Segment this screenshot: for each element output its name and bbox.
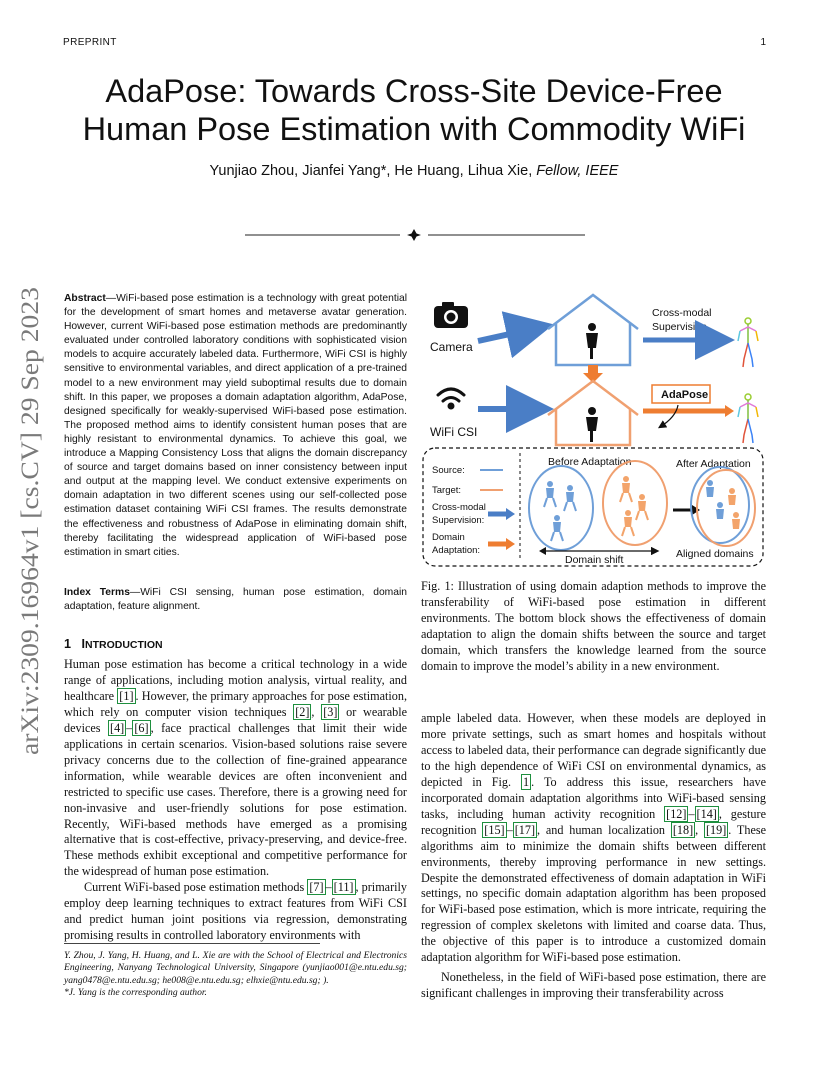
aligned-target-ellipse <box>697 470 755 546</box>
before-adaptation-label: Before Adaptation <box>548 456 632 468</box>
paper-title <box>0 72 828 148</box>
figure-1 <box>420 293 766 569</box>
adapose-tag: AdaPose <box>661 389 709 401</box>
citation-link[interactable]: [4] <box>110 720 125 735</box>
section-heading-introduction <box>64 637 163 651</box>
abstract <box>64 292 407 560</box>
skeleton-figure-top <box>738 318 758 367</box>
right-column-body <box>421 711 766 1002</box>
page-number: 1 <box>760 37 766 48</box>
legend-cross-modal-1: Cross-modal <box>432 502 486 513</box>
citation-link[interactable]: [18] <box>672 822 694 837</box>
camera-icon <box>434 302 468 328</box>
camera-to-house-arrow <box>478 327 542 341</box>
legend-domain-2: Adaptation: <box>432 545 481 556</box>
running-header: PREPRINT <box>63 37 117 48</box>
citation-link[interactable]: [1] <box>119 688 134 703</box>
author-fellow: Fellow, IEEE <box>536 163 619 179</box>
legend-source-label: Source: <box>432 465 465 476</box>
section-first-letter: I <box>81 637 86 651</box>
legend-target-label: Target: <box>432 485 462 496</box>
title-line-2: Human Pose Estimation with Commodity WiFi <box>82 111 746 147</box>
author-list <box>0 163 828 179</box>
abstract-label: Abstract <box>64 293 106 304</box>
wifi-icon <box>438 389 464 408</box>
citation-link[interactable]: [14] <box>696 806 717 821</box>
right-paragraph-1: ample labeled data. However, when these models are deployed in more private settings, such as smart homes and hospitals without access to labeled data, their performance can degrade significantly due to the high dependence of WiFi CSI on environmental dynamics, as depicted in Fig. 1 . To address this issue, researchers have incorporated domain adaptation algorithms into WiFi-based sensing tasks, including human activity recognition [12] – [14] , gesture recognition [15] – [17] , and human localization [18] , [19] . These algorithms aim to minimize the domain shifts between different environments, thereby improving performance in new settings. Despite the demonstrated effectiveness of domain adaptation in WiFi settings, no specific domain adaptation algorithm has been proposed for WiFi-based pose estimation, which is more intricate, requiring the regression of complex skeletons with limited and coarse data. Thus, the objective of this paper is to introduce a customized domain adaptation algorithm for WiFi-based pose estimation. <box>421 711 767 965</box>
footnote-corresponding: *J. Yang is the corresponding author. <box>64 986 207 998</box>
wifi-csi-label: WiFi CSI <box>430 425 478 439</box>
citation-link[interactable]: [3] <box>323 704 338 719</box>
intro-paragraph-2: Current WiFi-based pose estimation methods [7] – [11] , primarily employ deep learning techniques to extract features from WiFi CSI and predict human joint positions via regression, demonstrating promising results in controlled laboratory environments with <box>64 880 408 943</box>
figure-caption-text: Illustration of using domain adaption methods to improve the transferability of WiFi-based pose estimation in different environments. The bottom block shows the effectiveness of domain adaptation to align the domain shifts between the source and target domain, which transfers the knowledge learned from the source domain to improve the model’s ability in a new environment. <box>421 579 766 673</box>
citation-link[interactable]: [17] <box>514 822 536 837</box>
footnote-affiliation: Y. Zhou, J. Yang, H. Huang, and L. Xie are with the School of Electrical and Electronics Engineering, Nanyang Technological University, Singapore (yunjiao001@e.ntu.edu.sg; yang0478@e.ntu.edu.sg; he008@e.ntu.edu.sg; elhxie@ntu.edu.sg; ). <box>64 950 407 986</box>
svg-text:arXiv:2309.16964v1 [cs.CV] 2: arXiv:2309.16964v1 [cs.CV] 29 Sep 2023 <box>17 331 44 755</box>
diamond-star-icon <box>407 229 421 241</box>
citation-link[interactable]: [19] <box>705 822 727 837</box>
cross-modal-label-2: Supervision <box>652 321 707 333</box>
legend-domain-1: Domain <box>432 532 465 543</box>
target-domain-ellipse <box>603 461 667 545</box>
title-separator <box>245 228 585 242</box>
source-figures <box>544 481 576 541</box>
index-terms-label: Index Terms <box>64 587 130 598</box>
figure-caption-label: Fig. 1: <box>421 579 454 593</box>
aligned-domains-label: Aligned domains <box>676 548 754 560</box>
citation-link[interactable]: [11] <box>333 880 354 895</box>
after-adaptation-label: After Adaptation <box>676 458 751 470</box>
citation-link[interactable]: [7] <box>309 880 324 895</box>
author-names: Yunjiao Zhou, Jianfei Yang*, He Huang, Lihua Xie, <box>209 163 533 179</box>
footnote <box>64 950 407 999</box>
person-icon <box>586 323 598 359</box>
index-terms-text: —WiFi CSI sensing, human pose estimation, domain adaptation, feature alignment. <box>64 587 407 613</box>
citation-link[interactable]: [12] <box>666 806 687 821</box>
figure-caption <box>421 579 766 675</box>
legend-cross-modal-2: Supervision: <box>432 515 485 526</box>
person-icon <box>586 407 598 442</box>
title-line-1: AdaPose: Towards Cross-Site Device-Free <box>105 73 723 109</box>
right-paragraph-2: Nonetheless, in the field of WiFi-based pose estimation, there are significant challenges in improving their transferability across <box>421 970 766 1001</box>
target-figures <box>620 476 648 536</box>
citation-link[interactable]: [6] <box>134 720 149 735</box>
domain-shift-label: Domain shift <box>565 554 624 566</box>
section-number: 1 <box>64 637 72 651</box>
aligned-figures <box>706 480 740 529</box>
citation-link[interactable]: [15] <box>484 822 505 837</box>
section-title-rest: NTRODUCTION <box>85 639 163 651</box>
camera-label: Camera <box>430 340 473 354</box>
arxiv-stamp <box>4 285 48 755</box>
figure-reference-link[interactable]: 1 <box>523 774 530 789</box>
abstract-text: —WiFi-based pose estimation is a technology with great potential for the development of smart homes and metaverse avatar generation. However, current WiFi-based pose estimation methods are predominantly evaluated under controlled laboratory conditions with sophisticated vision models to acquire accurately labeled data. Furthermore, WiFi CSI is highly sensitive to environmental variables, and direct application of a pre-trained model to a new environment may yield suboptimal results due to domain shift. In this paper, we proposes a domain adaptation algorithm, AdaPose, designed specifically for weakly-supervised WiFi-based pose estimation. The proposed method aims to identify consistent human poses that are highly resistant to environmental dynamics. To achieve this goal, we introduce a Mapping Consistency Loss that aligns the domain discrepancy of source and target domains based on inner consistency between input and output at the mapping level. We conduct extensive experiments on domain adaptation in two different scenes using our self-collected pose estimation dataset containing WiFi CSI frames. The results demonstrate the effectiveness and robustness of AdaPose in eliminating domain shift, thereby facilitating the widespread application of WiFi-based pose estimation in smart cities. <box>64 293 407 558</box>
index-terms <box>64 586 407 614</box>
skeleton-figure-bottom <box>738 394 758 443</box>
footnote-rule <box>64 943 320 944</box>
intro-paragraph-1: Human pose estimation has become a critical technology in a wide range of applications, including motion analysis, virtual reality, and healthcare [1] . However, the primary approaches for pose estimation, which rely on computer vision techniques [2] , [3] or wearable devices [4] – [6] , face practical challenges that limit their wide applications in certain scenarios. Vision-based solutions raise severe privacy concerns due to the collection of fine-grained appearance information, while wearable devices are often inconvenient and restricted to specific use cases. Therefore, there is a growing need for non-invasive and user-friendly solutions for pose estimation. Recently, WiFi-based methods have emerged as a promising alternative that is cost-effective, privacy-preserving, and device-free. These methods exhibit exceptional and competitive performance for the widespread of human pose estimation. <box>64 657 407 879</box>
citation-link[interactable]: [2] <box>295 704 310 719</box>
adapose-pointer <box>660 405 678 427</box>
introduction-body <box>64 657 407 944</box>
cross-modal-label-1: Cross-modal <box>652 307 712 319</box>
